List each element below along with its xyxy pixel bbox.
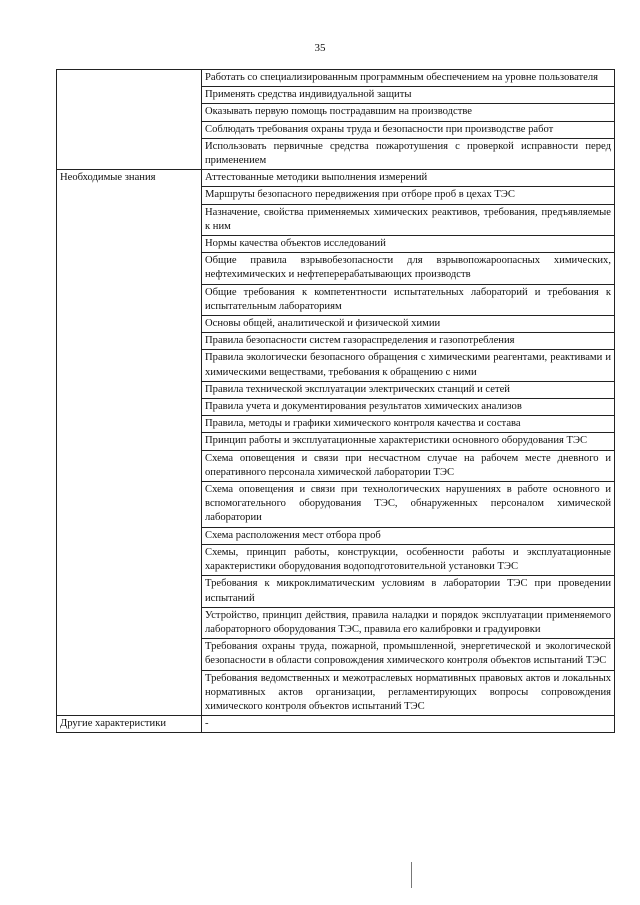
knowledge-item: Общие требования к компетентности испытательных лабораторий и требования к испытательным лабораториям [202, 284, 615, 315]
knowledge-item: Схема оповещения и связи при несчастном случае на рабочем месте дневного и оперативного персонала химической лаборатории ТЭС [202, 450, 615, 481]
table-body [57, 70, 615, 733]
knowledge-item: Основы общей, аналитической и физической химии [202, 316, 615, 333]
knowledge-item: Аттестованные методики выполнения измерений [202, 170, 615, 187]
skill-item: Применять средства индивидуальной защиты [202, 87, 615, 104]
knowledge-label: Необходимые знания [57, 170, 202, 716]
knowledge-item: Маршруты безопасного передвижения при отборе проб в цехах ТЭС [202, 187, 615, 204]
page-number: 35 [314, 42, 326, 54]
knowledge-item: Назначение, свойства применяемых химических реактивов, требования, предъявляемые к ним [202, 204, 615, 235]
knowledge-item: Схемы, принцип работы, конструкции, особенности работы и эксплуатационные характеристики оборудования водоподготовительной установки ТЭС [202, 544, 615, 575]
knowledge-item: Правила технической эксплуатации электрических станций и сетей [202, 381, 615, 398]
skill-item: Работать со специализированным программным обеспечением на уровне пользователя [202, 70, 615, 87]
knowledge-item: Схема расположения мест отбора проб [202, 527, 615, 544]
other-value: - [202, 716, 615, 733]
knowledge-item: Правила учета и документирования результатов химических анализов [202, 399, 615, 416]
qualification-table [56, 69, 615, 733]
skill-item: Оказывать первую помощь пострадавшим на производстве [202, 104, 615, 121]
knowledge-item: Требования к микроклиматическим условиям в лаборатории ТЭС при проведении испытаний [202, 576, 615, 607]
skill-item: Соблюдать требования охраны труда и безопасности при производстве работ [202, 121, 615, 138]
knowledge-item: Правила, методы и графики химического контроля качества и состава [202, 416, 615, 433]
knowledge-item: Принцип работы и эксплуатационные характеристики основного оборудования ТЭС [202, 433, 615, 450]
knowledge-item: Устройство, принцип действия, правила наладки и порядок эксплуатации применяемого лабораторного оборудования ТЭС, правила его калибровки и градуировки [202, 607, 615, 638]
scan-artifact-line [411, 862, 412, 888]
other-label: Другие характеристики [57, 716, 202, 733]
skills-label-cell [57, 70, 202, 170]
knowledge-item: Правила безопасности систем газораспределения и газопотребления [202, 333, 615, 350]
knowledge-item: Нормы качества объектов исследований [202, 236, 615, 253]
knowledge-item: Общие правила взрывобезопасности для взрывопожароопасных химических, нефтехимических и нефтеперерабатывающих производств [202, 253, 615, 284]
knowledge-item: Схема оповещения и связи при технологических нарушениях в работе основного и вспомогательного оборудования ТЭС, обнаруженных персоналом химической лаборатории [202, 482, 615, 528]
skills-row [57, 70, 615, 87]
skill-item: Использовать первичные средства пожаротушения с проверкой исправности перед применением [202, 138, 615, 169]
knowledge-item: Требования охраны труда, пожарной, промышленной, энергетической и экологической безопасности в области сопровождения химического контроля объектов испытаний ТЭС [202, 639, 615, 670]
knowledge-item: Правила экологически безопасного обращения с химическими реагентами, реактивами и химическими веществами, требования к обращению с ними [202, 350, 615, 381]
knowledge-row [57, 170, 615, 187]
knowledge-item: Требования ведомственных и межотраслевых нормативных правовых актов и локальных нормативных актов организации, регламентирующих вопросы сопровождения химического контроля объектов испытаний ТЭС [202, 670, 615, 716]
other-row [57, 716, 615, 733]
